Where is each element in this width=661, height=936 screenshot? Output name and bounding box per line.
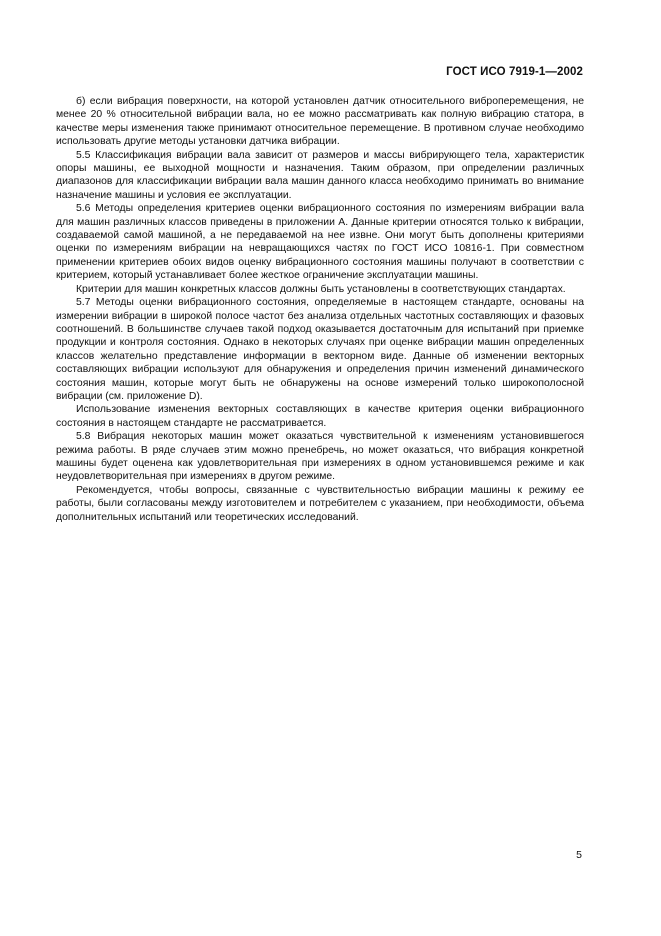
page-number: 5 [576, 849, 582, 861]
document-header: ГОСТ ИСО 7919-1—2002 [446, 66, 583, 78]
paragraph-vector-components: Использование изменения векторных составляющих в качестве критерия оценки вибрационного состояния в настоящем стандарте не рассматривается. [56, 404, 584, 429]
paragraph-criteria-standards: Критерии для машин конкретных классов должны быть установлены в соответствующих стандартах. [76, 283, 566, 295]
paragraph-b-sensor-vibration: б) если вибрация поверхности, на которой установлен датчик относительного виброперемещения, не менее 20 % относительной вибрации вала, но ее можно рассматривать как полную вибрацию статора, в качестве меры изменения также принимают относительное перемещение. В противном случае необходимо использовать другие методы установки датчика вибрации. [56, 96, 584, 148]
paragraph-5-8: 5.8 Вибрация некоторых машин может оказаться чувствительной к изменениям установившегося режима работы. В ряде случаев этим можно пренебречь, но может оказаться, что вибрация конкретной машины будет оценена как удовлетворительная при измерениях в одном установившемся режиме и как неудовлетворительная при измерениях в другом режиме. [56, 431, 584, 483]
paragraph-recommendation: Рекомендуется, чтобы вопросы, связанные с чувствительностью вибрации машины к режиму ее работы, были согласованы между изготовителем и потребителем с указанием, при необходимости, объема дополнительных испытаний или теоретических исследований. [56, 484, 584, 523]
paragraph-5-7: 5.7 Методы оценки вибрационного состояния, определяемые в настоящем стандарте, основаны на измерении вибрации в широкой полосе частот без анализа отдельных частотных составляющих и фазовых соотношений. В большинстве случаев такой подход оказывается достаточным для испытаний при приемке продукции и контроля состояния. Однако в некоторых случаях при оценке вибрации машин определенных классов желательно представление информации в векторном виде. Данные об изменении векторных составляющих вибрации используют для обнаружения и определения причин изменений динамического состояния машин, которые могут быть не обнаружены на основе измерений только широкополосной вибрации (см. приложение D). [56, 297, 584, 402]
paragraph-5-5: 5.5 Классификация вибрации вала зависит от размеров и массы вибрирующего тела, характеристик опоры машины, ее выходной мощности и назначения. Таким образом, при определении различных диапазонов для классификации вибрации вала машин данного класса необходимо принимать во внимание назначение машины и условия ее эксплуатации. [56, 149, 584, 201]
document-body [56, 95, 584, 524]
paragraph-5-6: 5.6 Методы определения критериев оценки вибрационного состояния по измерениям вибрации вала для машин различных классов приведены в приложении А. Данные критерии относятся только к вибрации, создаваемой самой машиной, а не передаваемой на нее извне. Они могут быть дополнены критериями оценки по измерениям вибрации на невращающихся частях по ГОСТ ИСО 10816-1. При совместном применении критериев обоих видов оценку вибрационного состояния машины получают в соответствии с критерием, который устанавливает более жесткое ограничение эксплуатации машины. [56, 203, 584, 282]
